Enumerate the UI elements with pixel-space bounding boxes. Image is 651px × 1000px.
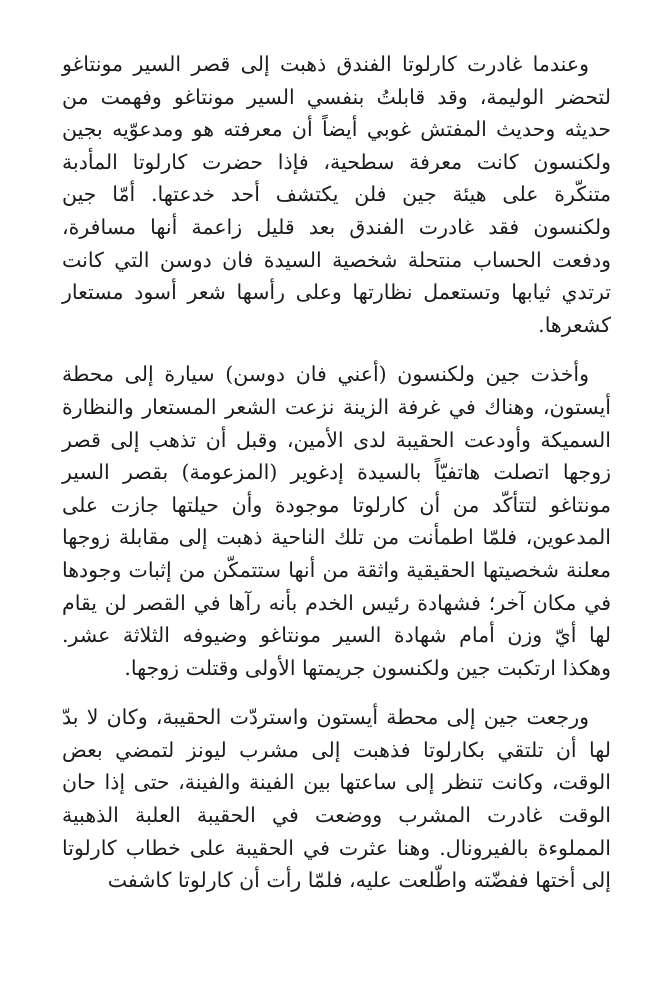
book-page (62, 48, 611, 897)
paragraph-1: وعندما غادرت كارلوتا الفندق ذهبت إلى قصر السير مونتاغو لتحضر الوليمة، وقد قابلتُ بنفسي السير مونتاغو وفهمت من حديثه وحديث المفتش غوبي أيضاً أن معرفته هو ومدعوّيه بجين ولكنسون كانت معرفة سطحية، فإذا حضرت كارلوتا المأدبة متنكّرة على هيئة جين فلن يكتشف أحد خدعتها. أمّا جين ولكنسون فقد غادرت الفندق بعد قليل زاعمة أنها مسافرة، ودفعت الحساب منتحلة شخصية السيدة فان دوسن التي كانت ترتدي ثيابها وتستعمل نظارتها وعلى رأسها شعر أسود مستعار كشعرها. (62, 52, 611, 337)
paragraph-2: وأخذت جين ولكنسون (أعني فان دوسن) سيارة إلى محطة أيستون، وهناك في غرفة الزينة نزعت الشعر المستعار والنظارة السميكة وأودعت الحقيبة لدى الأمين، وقبل أن تذهب إلى قصر زوجها اتصلت هاتفيّاً بالسيدة إدغوير (المزعومة) بقصر السير مونتاغو لتتأكّد من أن كارلوتا موجودة وأن حيلتها جازت على المدعوين، فلمّا اطمأنت من تلك الناحية ذهبت إلى مقابلة زوجها معلنة شخصيتها الحقيقية واثقة من أنها ستتمكّن من إثبات وجودها في مكان آخر؛ فشهادة رئيس الخدم بأنه رآها في القصر لن يقام لها أيّ وزن أمام شهادة السير مونتاغو وضيوفه الثلاثة عشر. وهكذا ارتكبت جين ولكنسون جريمتها الأولى وقتلت زوجها. (62, 362, 611, 680)
paragraph-3: ورجعت جين إلى محطة أيستون واستردّت الحقيبة، وكان لا بدّ لها أن تلتقي بكارلوتا فذهبت إلى مشرب ليونز لتمضي بعض الوقت، وكانت تنظر إلى ساعتها بين الفينة والفينة، حتى إذا حان الوقت غادرت المشرب ووضعت في الحقيبة العلبة الذهبية المملوءة بالفيرونال. وهنا عثرت في الحقيبة على خطاب كارلوتا إلى أختها ففضّته واطّلعت عليه، فلمّا رأت أن كارلوتا كاشفت (62, 705, 611, 893)
